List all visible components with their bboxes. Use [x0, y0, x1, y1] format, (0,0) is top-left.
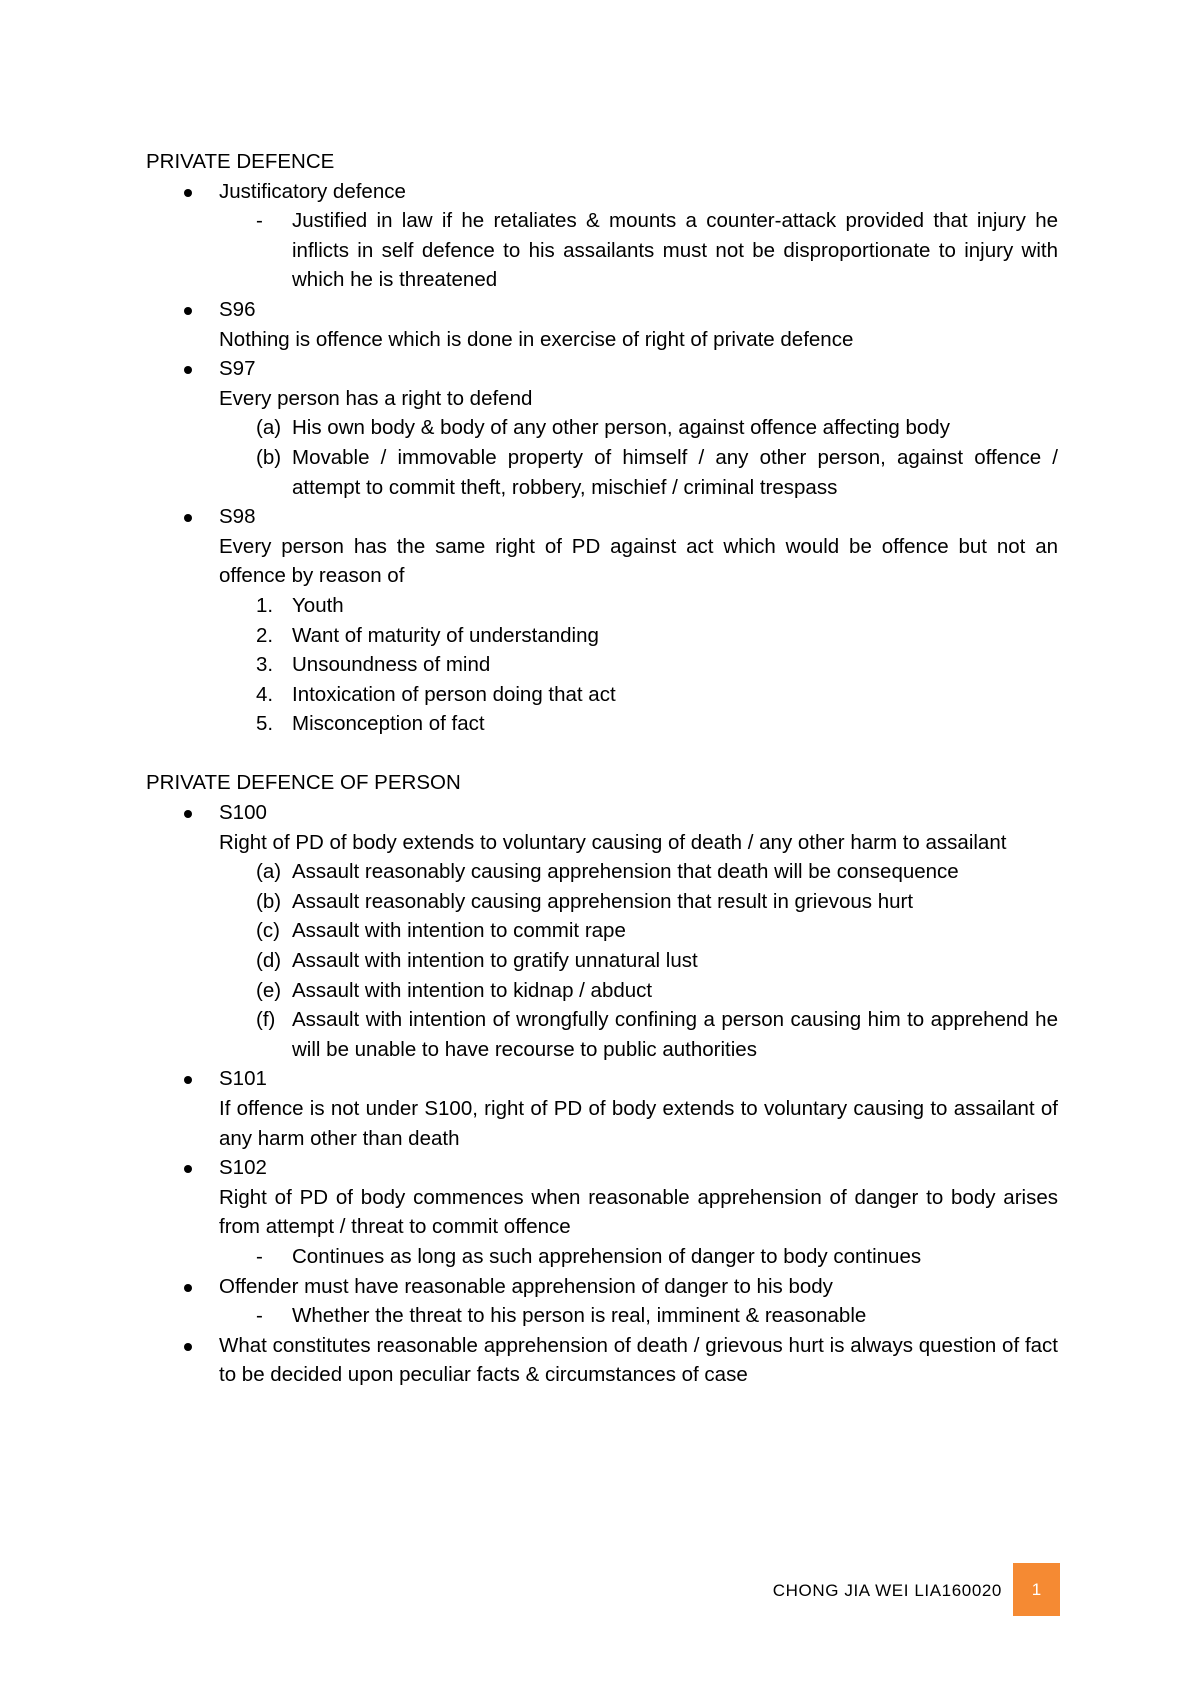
list-marker: (e) [256, 978, 282, 1002]
bullet-title: S100 [219, 801, 267, 825]
bullet-item [146, 177, 1058, 295]
list-item-text: Assault reasonably causing apprehension that result in grievous hurt [292, 889, 914, 913]
document-body [146, 147, 1058, 1390]
list-item-text: Want of maturity of understanding [292, 623, 599, 647]
bullet-item [146, 354, 1058, 502]
bullet-item [146, 1153, 1058, 1271]
bullet-text: Every person has the same right of PD against act which would be offence but not an offence by reason of [219, 534, 1058, 588]
page-footer [740, 1563, 1060, 1616]
list-marker: (f) [256, 1008, 276, 1032]
bullet-title: S101 [219, 1067, 267, 1091]
list-item [219, 1005, 1058, 1064]
bullet-text: If offence is not under S100, right of PD of body extends to voluntary causing to assailant of any harm other than death [219, 1097, 1058, 1150]
list-item [219, 591, 1058, 621]
dash-item [219, 1242, 1058, 1272]
bullet-text: Right of PD of body extends to voluntary causing of death / any other harm to assailant [219, 830, 1007, 854]
list-marker: (d) [256, 949, 282, 973]
list-item [219, 887, 1058, 917]
bullet-title: S98 [219, 505, 256, 529]
list-item [219, 413, 1058, 443]
bullet-text: Nothing is offence which is done in exercise of right of private defence [219, 327, 854, 351]
footer-author: CHONG JIA WEI LIA160020 [772, 1581, 1002, 1600]
list-marker: (c) [256, 919, 280, 943]
list-item-text: Intoxication of person doing that act [292, 682, 616, 706]
list-item [219, 443, 1058, 502]
dash-item [219, 206, 1058, 295]
list-marker: 4. [256, 682, 274, 706]
list-item [219, 621, 1058, 651]
bullet-item [146, 1272, 1058, 1331]
list-item [219, 680, 1058, 710]
bullet-item [146, 798, 1058, 1064]
bullet-item [146, 1331, 1058, 1390]
bullet-text: Every person has a right to defend [219, 386, 533, 410]
list-marker: 3. [256, 653, 274, 677]
bullet-title: S102 [219, 1156, 267, 1180]
list-item [219, 709, 1058, 739]
list-item-text: Assault with intention to kidnap / abduct [292, 978, 653, 1002]
list-item-text: Misconception of fact [292, 712, 485, 736]
bullet-title: Offender must have reasonable apprehension of danger to his body [219, 1274, 833, 1298]
list-item-text: Movable / immovable property of himself / any other person, against offence / attempt to commit theft, robbery, mischief / criminal trespass [292, 445, 1058, 499]
list-marker: 5. [256, 712, 274, 736]
bullet-title: S96 [219, 297, 256, 321]
dash-marker: - [256, 209, 263, 233]
list-item-text: Assault with intention of wrongfully confining a person causing him to apprehend he will be unable to have recourse to public authorities [292, 1008, 1058, 1061]
page-number: 1 [1031, 1579, 1042, 1599]
dash-item [219, 1301, 1058, 1331]
list-item-text: Assault with intention to commit rape [292, 919, 626, 943]
bullet-item [146, 295, 1058, 354]
lettered-list [219, 857, 1058, 1064]
section-spacer [146, 739, 1058, 769]
bullet-list [146, 177, 1058, 739]
bullet-item [146, 502, 1058, 739]
list-item [219, 946, 1058, 976]
list-item-text: Youth [292, 593, 344, 617]
list-marker: (a) [256, 860, 282, 884]
bullet-list [146, 798, 1058, 1390]
dash-marker: - [256, 1304, 263, 1328]
section-heading: PRIVATE DEFENCE [146, 150, 335, 173]
lettered-list [219, 413, 1058, 502]
list-marker: 2. [256, 623, 274, 647]
dash-list [219, 1242, 1058, 1272]
list-item [219, 857, 1058, 887]
bullet-title: S97 [219, 357, 256, 381]
dash-list [219, 206, 1058, 295]
list-item-text: Assault reasonably causing apprehension that death will be consequence [292, 860, 959, 884]
list-item-text: Unsoundness of mind [292, 653, 491, 677]
list-marker: (b) [256, 445, 282, 469]
section-heading: PRIVATE DEFENCE OF PERSON [146, 771, 461, 795]
bullet-text: Right of PD of body commences when reasonable apprehension of danger to body arises from attempt / threat to commit offence [219, 1185, 1058, 1239]
list-item [219, 916, 1058, 946]
page-number-badge [1013, 1563, 1060, 1616]
bullet-item [146, 1064, 1058, 1153]
list-item [219, 976, 1058, 1006]
numbered-list [219, 591, 1058, 739]
dash-text: Whether the threat to his person is real, imminent & reasonable [292, 1304, 867, 1328]
dash-text: Continues as long as such apprehension of danger to body continues [292, 1244, 922, 1268]
list-marker: 1. [256, 593, 274, 617]
bullet-title: What constitutes reasonable apprehension of death / grievous hurt is always question of fact to be decided upon peculiar facts & circumstances of case [219, 1333, 1058, 1387]
list-item-text: His own body & body of any other person, against offence affecting body [292, 416, 950, 440]
dash-list [219, 1301, 1058, 1331]
bullet-title: Justificatory defence [219, 179, 406, 203]
dash-marker: - [256, 1244, 263, 1268]
dash-text: Justified in law if he retaliates & mounts a counter-attack provided that injury he inflicts in self defence to his assailants must not be disproportionate to injury with which he is threatened [292, 209, 1058, 292]
list-marker: (b) [256, 889, 282, 913]
list-item [219, 650, 1058, 680]
list-item-text: Assault with intention to gratify unnatural lust [292, 949, 698, 973]
list-marker: (a) [256, 416, 282, 440]
